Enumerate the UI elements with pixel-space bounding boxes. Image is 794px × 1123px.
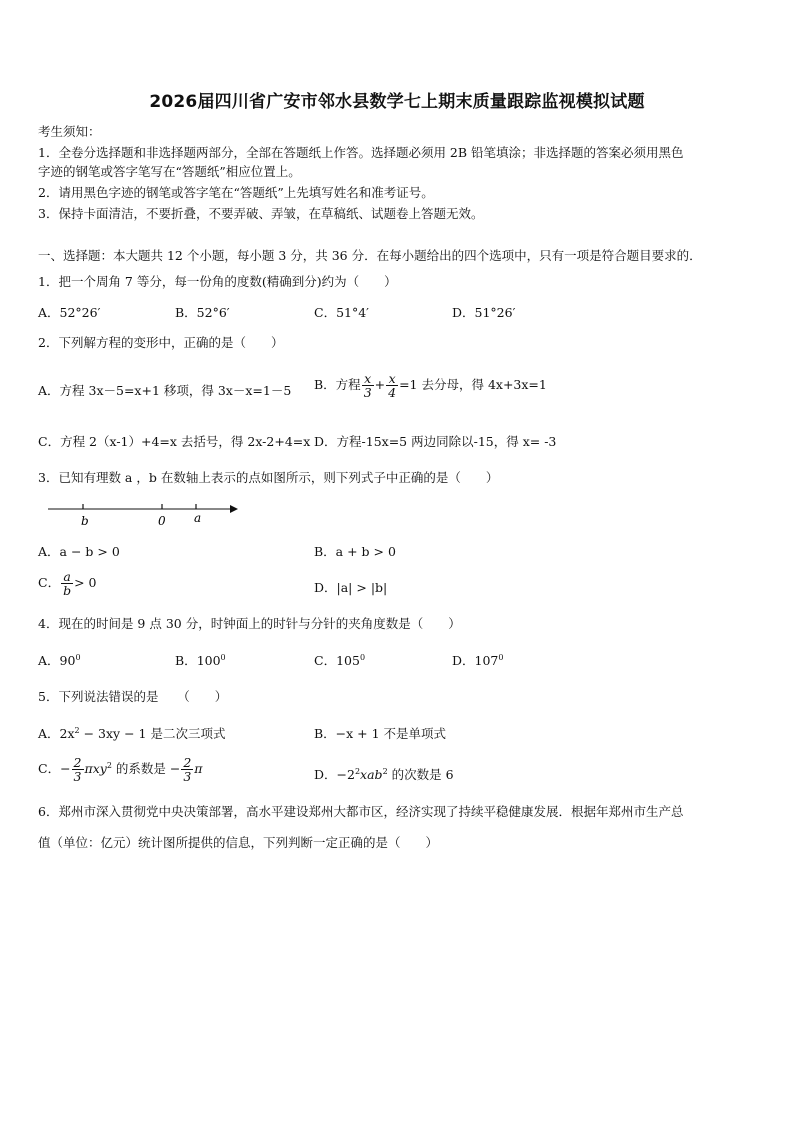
q4-stem: 4．现在的时间是 9 点 30 分，时钟面上的时针与分针的夹角度数是（ ）	[38, 616, 461, 631]
notice-item-1: 1．全卷分选择题和非选择题两部分，全部在答题纸上作答。选择题必须用 2B 铅笔填涂；非选择题的答案必须用黑色	[38, 145, 684, 160]
q5-option-c[interactable]: C．− $\frac{2}{3}$ πxy$^2$ 的系数是 − $\frac{2}{3}$ π	[38, 755, 203, 785]
q4-option-a[interactable]: A．$90^0$	[38, 652, 81, 668]
q3-option-c-suffix: > 0	[74, 575, 97, 591]
q1-option-c[interactable]: C．51°4′	[314, 305, 370, 320]
q3-stem: 3．已知有理数 a ，b 在数轴上表示的点如图所示，则下列式子中正确的是（ ）	[38, 470, 499, 485]
q3-option-a[interactable]: A．a − b > 0	[38, 544, 120, 559]
q3-option-d[interactable]: D．|a| > |b|	[314, 580, 388, 595]
q5-stem: 5．下列说法错误的是 （ ）	[38, 689, 228, 704]
q2-fraction-1: $\frac{x}{3}$	[363, 371, 372, 401]
q5-fraction-2: $\frac{2}{3}$	[183, 755, 192, 785]
q4-option-b[interactable]: B．$100^0$	[175, 652, 226, 668]
q4-option-c[interactable]: C．$105^0$	[314, 652, 366, 668]
q2-fraction-2: $\frac{x}{4}$	[388, 371, 397, 401]
q3-option-c-label: C．	[38, 575, 61, 591]
q1-option-d[interactable]: D．51°26′	[452, 305, 516, 320]
q4-option-d[interactable]: D．$107^0$	[452, 652, 504, 668]
notice-item-1-cont: 字迹的钢笔或答字笔写在“答题纸”相应位置上。	[38, 164, 301, 179]
axis-label-a: a	[194, 511, 202, 525]
notice-item-2: 2．请用黑色字迹的钢笔或答字笔在“答题纸”上先填写姓名和准考证号。	[38, 185, 434, 200]
q2-option-c[interactable]: C．方程 2（x-1）+4=x 去括号，得 2x-2+4=x	[38, 434, 311, 449]
notice-item-3: 3．保持卡面清洁，不要折叠，不要弄破、弄皱，在草稿纸、试题卷上答题无效。	[38, 206, 484, 221]
q2-option-b-prefix: B．方程	[314, 377, 361, 393]
axis-label-b: b	[81, 514, 89, 528]
q1-option-a[interactable]: A．52°26′	[38, 305, 101, 320]
q2-stem: 2．下列解方程的变形中，正确的是（ ）	[38, 335, 284, 350]
axis-label-0: 0	[158, 514, 166, 528]
axis-arrow-icon	[230, 505, 238, 513]
q3-option-b[interactable]: B．a + b > 0	[314, 544, 396, 559]
q6-stem-line-2: 值（单位：亿元）统计图所提供的信息，下列判断一定正确的是（ ）	[38, 835, 439, 850]
q6-stem-line-1: 6．郑州市深入贯彻党中央决策部署，高水平建设郑州大都市区，经济实现了持续平稳健康发展．根据年郑州市生产总	[38, 804, 684, 819]
number-line-diagram	[48, 500, 238, 532]
q5-option-d[interactable]: D．$-2^2xab^2$ 的次数是 6	[314, 766, 454, 782]
q2-option-b-suffix: =1 去分母，得 4x+3x=1	[399, 377, 547, 393]
q2-option-b[interactable]	[314, 372, 547, 399]
q2-option-a[interactable]: A．方程 3x－5=x+1 移项，得 3x－x=1－5	[38, 383, 292, 398]
q2-option-d[interactable]: D．方程-15x=5 两边同除以-15，得 x= -3	[314, 434, 557, 449]
q3-fraction: $\frac{a}{b}$	[63, 569, 72, 599]
notice-heading: 考生须知：	[38, 124, 101, 139]
q5-option-a[interactable]: A．$2x^2 - 3xy - 1$ 是二次三项式	[38, 725, 226, 741]
q3-option-c[interactable]	[38, 570, 97, 597]
q1-stem: 1．把一个周角 7 等分，每一份角的度数(精确到分)约为（ ）	[38, 274, 397, 289]
q1-option-b[interactable]: B．52°6′	[175, 305, 230, 320]
q5-option-b[interactable]: B．−x + 1 不是单项式	[314, 726, 447, 741]
q2-plus: +	[374, 377, 386, 393]
section-heading: 一、选择题：本大题共 12 个小题，每小题 3 分，共 36 分．在每小题给出的四个选项中，只有一项是符合题目要求的．	[38, 248, 702, 263]
page-title: 2026届四川省广安市邻水县数学七上期末质量跟踪监视模拟试题	[149, 92, 645, 112]
q5-fraction-1: $\frac{2}{3}$	[73, 755, 82, 785]
